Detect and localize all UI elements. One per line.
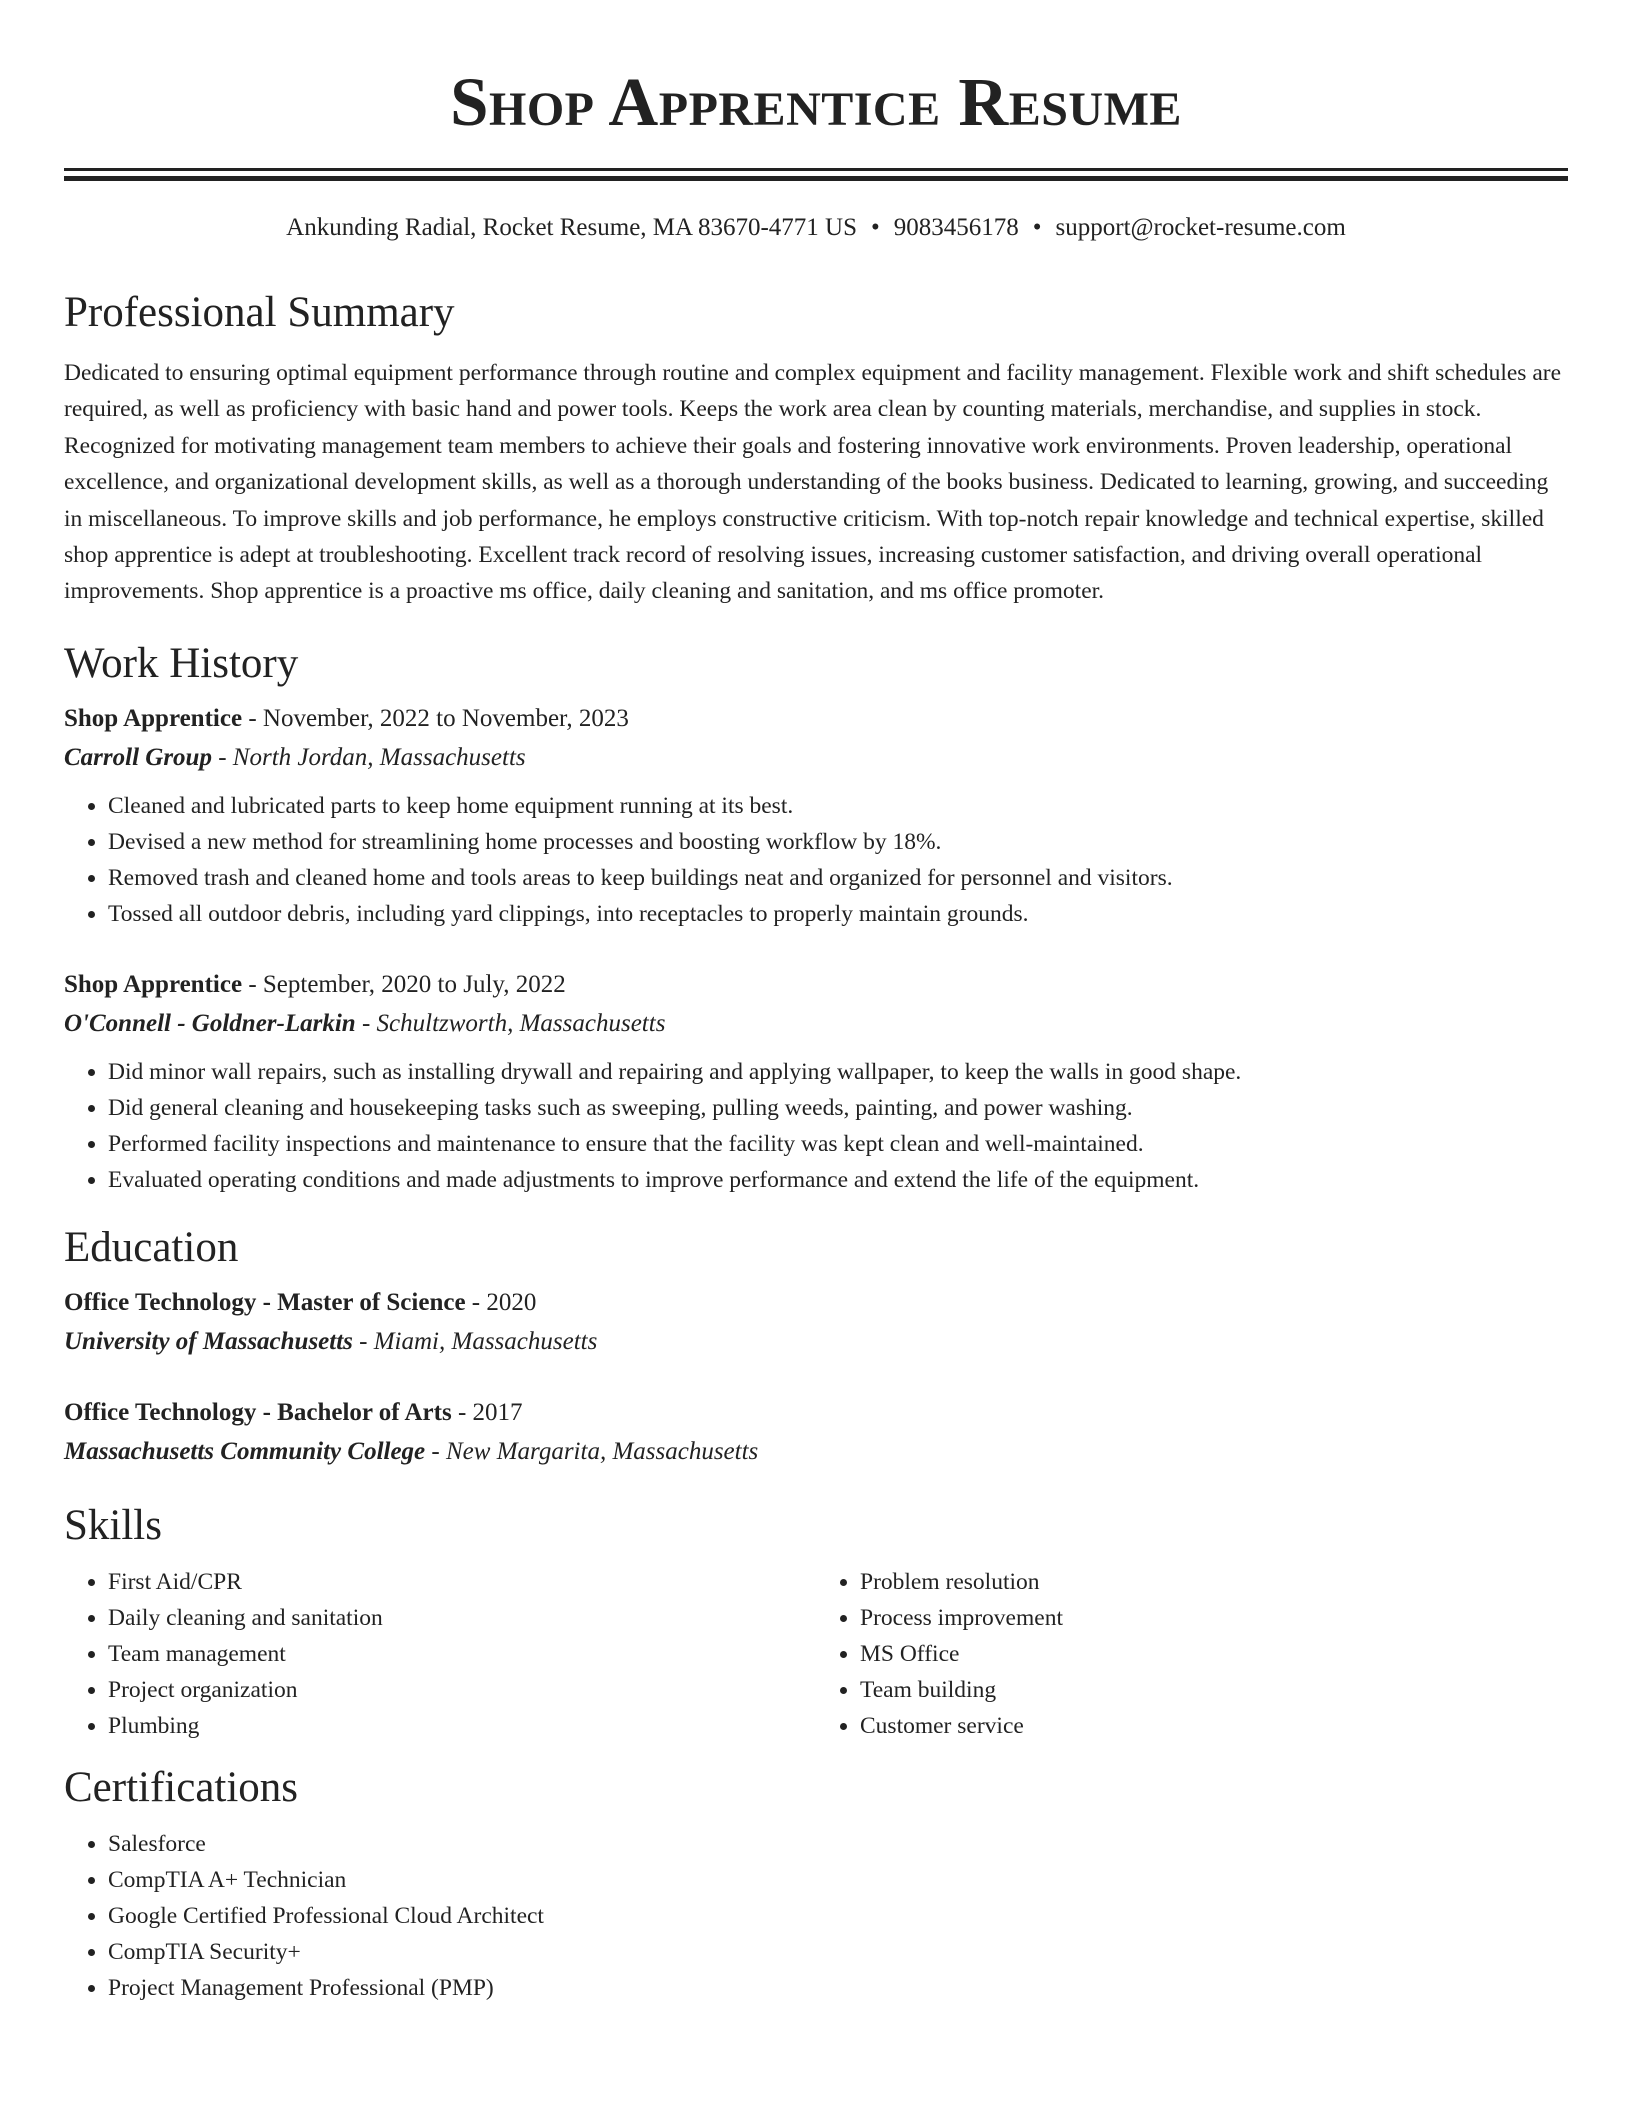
job-dates: - September, 2020 to July, 2022 [242,970,566,998]
education-entry [64,1394,1568,1472]
list-item: • Did minor wall repairs, such as installing drywall and repairing and applying wallpaper, to keep the walls in good shape. [108,1054,1568,1090]
job-duties-list [64,1054,1568,1198]
job-dates: - November, 2022 to November, 2023 [242,704,629,732]
list-item: • Project Management Professional (PMP) [108,1970,1568,2006]
list-item: • CompTIA Security+ [108,1934,1568,1970]
education-year: - 2020 [465,1288,537,1316]
resume-title: Shop Apprentice Resume [450,64,1182,140]
contact-separator: • [1032,214,1042,241]
list-item: • First Aid/CPR [108,1564,816,1600]
education-school-line [64,1432,1568,1472]
education-entry [64,1284,1568,1362]
list-item: • Performed facility inspections and maintenance to ensure that the facility was kept clean and well-maintained. [108,1126,1568,1162]
education-degree: Office Technology - Master of Science [64,1288,466,1316]
contact-phone: 9083456178 [893,214,1019,241]
section-heading-skills: Skills [64,1501,162,1549]
list-item: • Evaluated operating conditions and made adjustments to improve performance and extend the life of the equipment. [108,1162,1568,1198]
job-company: Carroll Group [64,743,212,771]
job-entry [64,966,1568,1198]
job-title: Shop Apprentice [64,704,243,732]
list-item: • MS Office [860,1636,1568,1672]
list-item: • CompTIA A+ Technician [108,1862,1568,1898]
contact-separator: • [870,214,880,241]
job-title: Shop Apprentice [64,970,243,998]
skills-columns [64,1564,1568,1744]
title-divider-top [64,168,1568,171]
job-location: - North Jordan, Massachusetts [211,743,526,771]
contact-email: support@rocket-resume.com [1055,214,1346,241]
education-location: - New Margarita, Massachusetts [425,1437,759,1465]
job-company-line [64,738,1568,778]
list-item: • Salesforce [108,1826,1568,1862]
job-location: - Schultzworth, Massachusetts [355,1009,666,1037]
list-item: • Google Certified Professional Cloud Architect [108,1898,1568,1934]
summary-text: Dedicated to ensuring optimal equipment performance through routine and complex equipment and facility management. Flexible work and shift schedules are required, as well as proficiency with basic hand and power tools. Keeps the work area clean by counting materials, merchandise, and supplies in stock. Recognized for motivating management team members to achieve their goals and fostering innovative work environments. Proven leadership, operational excellence, and organizational development skills, as well as a thorough understanding of the books business. Dedicated to learning, growing, and succeeding in miscellaneous. To improve skills and job performance, he employs constructive criticism. With top-notch repair knowledge and technical expertise, skilled shop apprentice is adept at troubleshooting. Excellent track record of resolving issues, increasing customer satisfaction, and driving overall operational improvements. Shop apprentice is a proactive ms office, daily cleaning and sanitation, and ms office promoter. [64,360,1562,605]
education-school: University of Massachusetts [64,1327,353,1355]
resume-page [64,0,1568,2006]
skills-list-right [816,1564,1568,1744]
title-divider-bottom [64,176,1568,181]
contact-line [64,211,1568,245]
contact-address: Ankunding Radial, Rocket Resume, MA 83670-4771 US [286,214,857,241]
list-item: • Plumbing [108,1708,816,1744]
job-title-line [64,966,1568,1004]
education-degree-line [64,1394,1568,1432]
education-school-line [64,1322,1568,1362]
job-entry [64,700,1568,932]
job-title-line [64,700,1568,738]
job-company-line [64,1004,1568,1044]
list-item: • Daily cleaning and sanitation [108,1600,816,1636]
section-heading-education: Education [64,1223,239,1271]
list-item: • Problem resolution [860,1564,1568,1600]
list-item: • Did general cleaning and housekeeping tasks such as sweeping, pulling weeds, painting, and power washing. [108,1090,1568,1126]
list-item: • Process improvement [860,1600,1568,1636]
education-location: - Miami, Massachusetts [352,1327,598,1355]
list-item: • Customer service [860,1708,1568,1744]
list-item: • Project organization [108,1672,816,1708]
list-item: • Cleaned and lubricated parts to keep home equipment running at its best. [108,788,1568,824]
job-company: O'Connell - Goldner-Larkin [64,1009,356,1037]
education-year: - 2017 [451,1398,523,1426]
education-degree: Office Technology - Bachelor of Arts [64,1398,452,1426]
list-item: • Devised a new method for streamlining home processes and boosting workflow by 18%. [108,824,1568,860]
job-duties-list [64,788,1568,932]
section-heading-certifications: Certifications [64,1763,299,1811]
education-school: Massachusetts Community College [64,1437,426,1465]
section-heading-summary: Professional Summary [64,289,455,336]
section-heading-work-history: Work History [64,639,299,687]
education-degree-line [64,1284,1568,1322]
list-item: • Team building [860,1672,1568,1708]
skills-list-left [64,1564,816,1744]
list-item: • Team management [108,1636,816,1672]
list-item: • Tossed all outdoor debris, including yard clippings, into receptacles to properly maintain grounds. [108,896,1568,932]
list-item: • Removed trash and cleaned home and tools areas to keep buildings neat and organized for personnel and visitors. [108,860,1568,896]
certifications-list [64,1826,1568,2006]
